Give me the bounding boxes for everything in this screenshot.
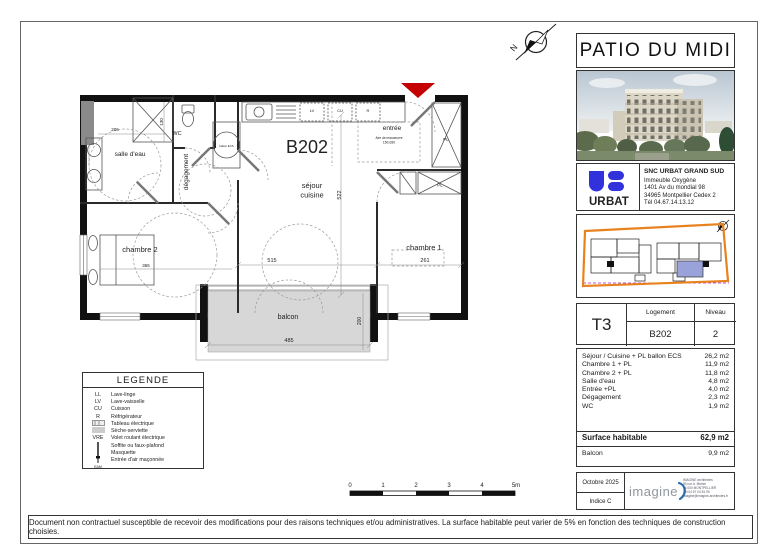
legend-label: Lave-linge [111,391,136,398]
disclaimer-bar [28,515,753,539]
legend-label: Cuisson [111,406,131,413]
project-photo [576,70,735,161]
surface-value: 4,0 m2 [708,386,729,394]
surface-label: Séjour / Cuisine + PL ballon ECS [582,353,682,360]
surface-row [582,370,729,378]
developer-phone: Tél 04.67.14.13.12 [644,199,695,206]
surface-row [582,378,729,386]
dim-sde-w: 206 [111,127,119,132]
surface-label: Chambre 2 + PL [582,369,632,377]
legend-key: R [96,413,100,420]
eam-icon [85,456,111,465]
legend-label: Tableau électrique [111,420,154,427]
surface-row [582,386,729,394]
legend-label: Lave-vaisselle [111,398,145,405]
habitable-row [582,433,729,442]
legend-key: VRE [92,435,104,442]
building-photo-illustration [577,71,734,160]
niveau-value: 2 [712,328,719,340]
developer-address-1: Immeuble Oxygène [644,178,697,185]
balcon-label: Balcon [582,450,603,457]
project-title-box [576,33,735,68]
legend-rows [83,388,203,469]
imagine-logo-text: imagine [629,484,679,499]
surface-label: WC [582,402,594,410]
logement-header: Logement [646,309,675,316]
developer-address-2: 1401 Av du mondial 98 [644,185,705,192]
balcon-row [582,450,729,457]
legend-title: LEGENDE [83,373,203,388]
surface-value: 11,8 m2 [704,369,729,377]
key-plan-building-outline [583,224,728,286]
imagine-logo [629,482,688,500]
surface-label: Chambre 1 + PL [582,361,632,369]
key-plan-highlighted-unit [677,261,703,277]
annotation-ballon: ballon ECS [219,144,234,148]
legend-label: Entrée d'air maçonnée [111,457,165,464]
revision-block [576,472,735,510]
soffite-hatch-icon [85,443,111,449]
architect-info [683,478,733,498]
urbat-logo-text-bat: BAT [606,196,629,208]
dim-sde-h: 238 [83,148,88,156]
scale-tick-0: 0 [348,483,352,489]
room-label-degagement: dégagement [183,153,190,191]
key-plan-core-2 [703,261,709,267]
unit-type: T3 [591,315,612,334]
annotation-pl-1: PL [443,137,449,142]
dim-sejour-h: 522 [337,190,343,200]
room-label-balcon: balcon [277,314,299,321]
eam-symbol [85,465,111,469]
scale-tick-5: 5m [511,483,521,489]
dim-wc-h: 130 [159,118,164,126]
north-letter: N [507,42,520,54]
dim-chambre2-w: 365 [142,263,150,268]
annotation-aire-dims: 150x330 [382,140,396,145]
legend-label: Réfrigérateur [111,413,142,420]
eam-label: EAM [94,464,102,469]
surface-value: 26,2 m2 [704,353,729,360]
surface-label: Dégagement [582,394,621,402]
divider [577,431,734,432]
seche-serviette-icon [85,427,111,435]
urbat-logo-text-ur: UR [589,196,606,208]
scale-tick-4: 4 [480,483,484,489]
architect-info-line: imagine@imagine-architectes.fr [683,494,728,498]
dim-chambre1-w: 261 [420,258,430,264]
room-label-chambre2: chambre 2 [122,245,158,254]
habitable-value: 62,9 m2 [700,433,729,442]
surface-label: Salle d'eau [582,377,616,385]
urbat-logo [581,168,637,208]
architect-info-line: Tél 04 67 04 81 09 [683,490,710,494]
legend-item [85,442,201,449]
scale-tick-3: 3 [447,483,451,489]
entry-marker-triangle [401,83,435,98]
disclaimer-text: Document non contractuel susceptible de recevoir des modifications pour des raisons techniques et/ou administratives. La surface habitable peut varier de 5% en fonction des techniques de construction choisies. [29,518,726,536]
legend-label: Volet roulant électrique [111,435,165,442]
niveau-header: Niveau [705,309,726,316]
appliance-r: R [366,108,370,113]
key-plan-core-1 [607,261,614,267]
legend-item [85,406,201,413]
developer-address-3: 34965 Montpellier Cedex 2 [644,192,716,199]
surfaces-table [576,348,735,467]
unit-summary-table [576,303,735,345]
developer-block [576,163,735,211]
legend-key: LL [95,391,101,398]
room-label-salle-deau: salle d'eau [114,151,146,158]
appliance-lv: LV [309,108,315,113]
key-plan-box [576,214,735,298]
north-compass-icon [508,24,556,60]
legend-box [82,372,204,469]
legend-key: CU [94,406,102,413]
surface-value: 4,8 m2 [708,377,729,385]
legend-item [85,435,201,442]
fixtures [86,98,461,285]
room-label-cuisine: cuisine [300,190,324,200]
dim-balcon-w: 485 [284,338,294,344]
legend-item [85,398,201,405]
interior-walls [80,95,461,313]
room-label-entree: entrée [382,125,402,132]
surface-value: 11,9 m2 [704,361,729,369]
legend-label: Soffite ou faux-plafond [111,442,164,449]
divider [577,446,734,447]
scale-tick-1: 1 [381,483,385,489]
architect-info-line: IMAGINE architectes [683,478,713,482]
divider [639,164,640,210]
legend-label: Sèche-serviette [111,428,148,435]
surface-row [582,361,729,369]
legend-label: Masquette [111,450,136,457]
surface-row [582,403,729,411]
habitable-label: Surface habitable [582,433,647,442]
project-title: PATIO DU MIDI [579,39,732,61]
surface-row [582,394,729,402]
logement-value: B202 [649,328,672,340]
unit-number-label: B202 [285,137,329,157]
scale-tick-2: 2 [414,483,418,489]
room-label-sejour: séjour [301,181,323,190]
scale-bar [348,483,520,496]
legend-item [85,391,201,398]
dim-sejour-w: 515 [267,258,277,264]
surface-value: 1,9 m2 [708,402,729,410]
key-plan-drawing [577,215,734,297]
annotation-pl-2: PL [437,182,443,188]
revision-date: Octobre 2025 [582,479,619,486]
room-label-wc: WC [172,131,182,137]
surface-label: Entrée +PL [582,386,617,394]
dim-balcon-d: 200 [357,316,363,326]
legend-key: LV [94,398,102,405]
divider [624,473,625,509]
balcon-value: 9,9 m2 [708,450,729,457]
legend-item [85,427,201,434]
annotation-aire: Aire de manoeuvre [375,136,403,140]
balcony-area [81,101,388,360]
surface-value: 2,3 m2 [708,394,729,402]
revision-indice: Indice C [589,498,612,505]
room-label-chambre1: chambre 1 [406,243,442,252]
architect-info-line: 89 rue A. Michel [683,482,706,486]
door-swings [89,102,444,313]
developer-name: SNC URBAT GRAND SUD [644,168,725,175]
architect-info-line: 34 000 MONTPELLIER [683,486,717,490]
legend-item [85,457,201,464]
surface-row [582,353,729,361]
appliance-cu: CU [337,108,343,113]
door-leaves [137,102,435,224]
